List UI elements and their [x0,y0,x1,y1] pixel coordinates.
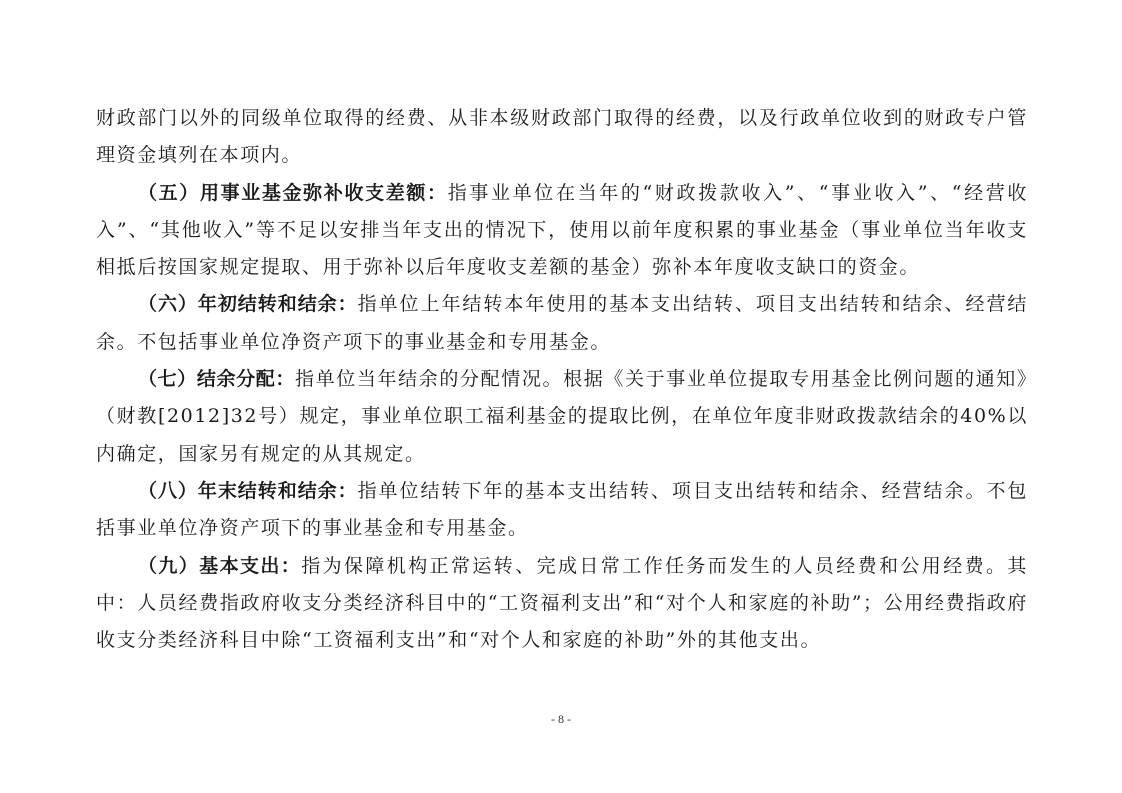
paragraph-body: 指单位当年结余的分配情况。根据《关于事业单位提取专用基金比例问题的通知》（财教[2012]32号）规定，事业单位职工福利基金的提取比例，在单位年度非财政拨款结余的40%以内确定，国家另有规定的从其规定。 [96,368,1028,465]
item-heading: （五）用事业基金弥补收支差额： [138,181,448,204]
item-heading: （八）年末结转和结余： [138,479,358,502]
paragraph-body: 指单位上年结转本年使用的基本支出结转、项目支出结转和结余、经营结余。不包括事业单位净资产项下的事业基金和专用基金。 [96,293,1029,353]
paragraph-item-6 [96,286,1028,361]
paragraph-item-7 [96,361,1028,473]
paragraph-item-5 [96,175,1028,287]
document-page [96,100,1028,659]
paragraph-body: 财政部门以外的同级单位取得的经费、从非本级财政部门取得的经费，以及行政单位收到的财政专户管理资金填列在本项内。 [96,107,1028,167]
item-heading: （七）结余分配： [138,368,296,391]
paragraph-continuation [96,100,1028,175]
paragraph-item-9 [96,548,1028,660]
paragraph-body: 指单位结转下年的基本支出结转、项目支出结转和结余、经营结余。不包括事业单位净资产项下的事业基金和专用基金。 [96,479,1029,540]
item-heading: （六）年初结转和结余： [138,293,358,316]
item-heading: （九）基本支出： [138,554,302,577]
paragraph-body: 指事业单位在当年的“财政拨款收入”、“事业收入”、“经营收入”、“其他收入”等不足以安排当年支出的情况下，使用以前年度积累的事业基金（事业单位当年收支相抵后按国家规定提取、用于弥补以后年度收支差额的基金）弥补本年度收支缺口的资金。 [96,181,1028,279]
page-number: - 8 - [551,712,571,726]
paragraph-item-8 [96,473,1028,548]
paragraph-body: 指为保障机构正常运转、完成日常工作任务而发生的人员经费和公用经费。其中：人员经费指政府收支分类经济科目中的“工资福利支出”和“对个人和家庭的补助”；公用经费指政府收支分类经济科目中除“工资福利支出”和“对个人和家庭的补助”外的其他支出。 [96,554,1028,652]
